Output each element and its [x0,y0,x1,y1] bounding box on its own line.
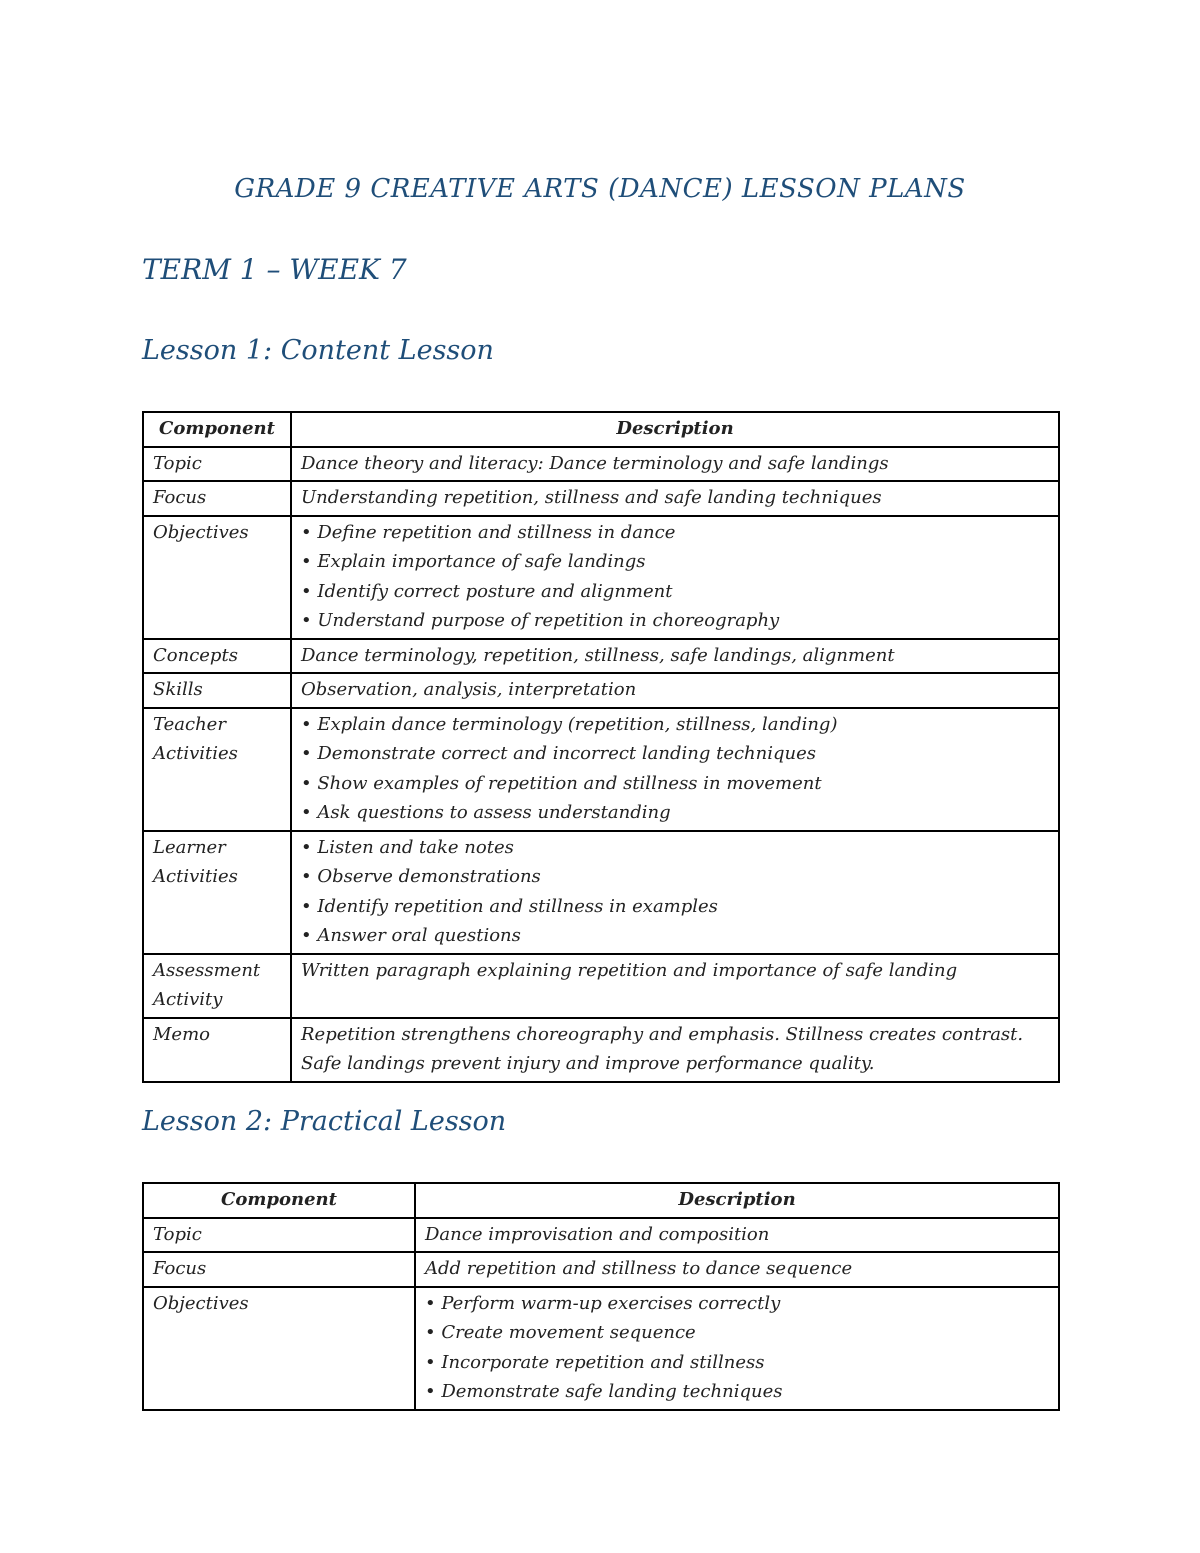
row-value-objectives [291,516,1059,639]
list-item: • Perform warm-up exercises correctly [425,1289,1049,1319]
row-label-topic: Topic [143,447,291,482]
row-label-focus: Focus [143,1252,415,1287]
table-row [143,481,1059,516]
row-value-focus: Add repetition and stillness to dance sequence [415,1252,1059,1287]
table-row [143,447,1059,482]
table-row [143,1252,1059,1287]
list-item: • Identify correct posture and alignment [301,577,1049,607]
table-row [143,1218,1059,1253]
row-label-focus: Focus [143,481,291,516]
table-row [143,708,1059,831]
row-label-topic: Topic [143,1218,415,1253]
row-label-concepts: Concepts [143,639,291,674]
row-value-focus: Understanding repetition, stillness and safe landing techniques [291,481,1059,516]
lesson-2-heading: Lesson 2: Practical Lesson [142,1106,507,1137]
row-value-memo: Repetition strengthens choreography and emphasis. Stillness creates contrast. Safe landings prevent injury and improve performance quality. [291,1018,1059,1082]
header-component: Component [143,1183,415,1218]
row-value-skills: Observation, analysis, interpretation [291,673,1059,708]
list-item: • Demonstrate safe landing techniques [425,1377,1049,1407]
table-row [143,516,1059,639]
row-label-objectives: Objectives [143,1287,415,1410]
row-value-topic: Dance theory and literacy: Dance terminology and safe landings [291,447,1059,482]
table-header-row [143,412,1059,447]
list-item: • Answer oral questions [301,921,1049,951]
row-label-assessment-activity: Assessment Activity [143,954,291,1018]
table-row [143,673,1059,708]
list-item: • Incorporate repetition and stillness [425,1348,1049,1378]
list-item: • Listen and take notes [301,833,1049,863]
table-row [143,954,1059,1018]
list-item: • Explain importance of safe landings [301,547,1049,577]
table-row [143,1287,1059,1410]
row-label-objectives: Objectives [143,516,291,639]
list-item: • Demonstrate correct and incorrect landing techniques [301,739,1049,769]
list-item: • Define repetition and stillness in dance [301,518,1049,548]
header-component: Component [143,412,291,447]
lesson-1-heading: Lesson 1: Content Lesson [142,335,494,366]
list-item: • Observe demonstrations [301,862,1049,892]
list-item: • Ask questions to assess understanding [301,798,1049,828]
lesson-1-table [142,411,1060,1083]
list-item: • Understand purpose of repetition in choreography [301,606,1049,636]
table-row [143,1018,1059,1082]
lesson-2-table [142,1182,1060,1411]
row-value-concepts: Dance terminology, repetition, stillness, safe landings, alignment [291,639,1059,674]
row-value-assessment-activity: Written paragraph explaining repetition and importance of safe landing [291,954,1059,1018]
table-row [143,639,1059,674]
list-item: • Show examples of repetition and stillness in movement [301,769,1049,799]
header-description: Description [291,412,1059,447]
row-value-learner-activities [291,831,1059,954]
row-value-topic: Dance improvisation and composition [415,1218,1059,1253]
row-value-teacher-activities [291,708,1059,831]
row-label-learner-activities: Learner Activities [143,831,291,954]
table-header-row [143,1183,1059,1218]
row-label-teacher-activities: Teacher Activities [143,708,291,831]
document-title: GRADE 9 CREATIVE ARTS (DANCE) LESSON PLANS [234,174,966,204]
list-item: • Identify repetition and stillness in examples [301,892,1049,922]
row-value-objectives [415,1287,1059,1410]
list-item: • Explain dance terminology (repetition, stillness, landing) [301,710,1049,740]
row-label-skills: Skills [143,673,291,708]
header-description: Description [415,1183,1059,1218]
list-item: • Create movement sequence [425,1318,1049,1348]
table-row [143,831,1059,954]
term-heading: TERM 1 – WEEK 7 [142,253,407,286]
row-label-memo: Memo [143,1018,291,1082]
